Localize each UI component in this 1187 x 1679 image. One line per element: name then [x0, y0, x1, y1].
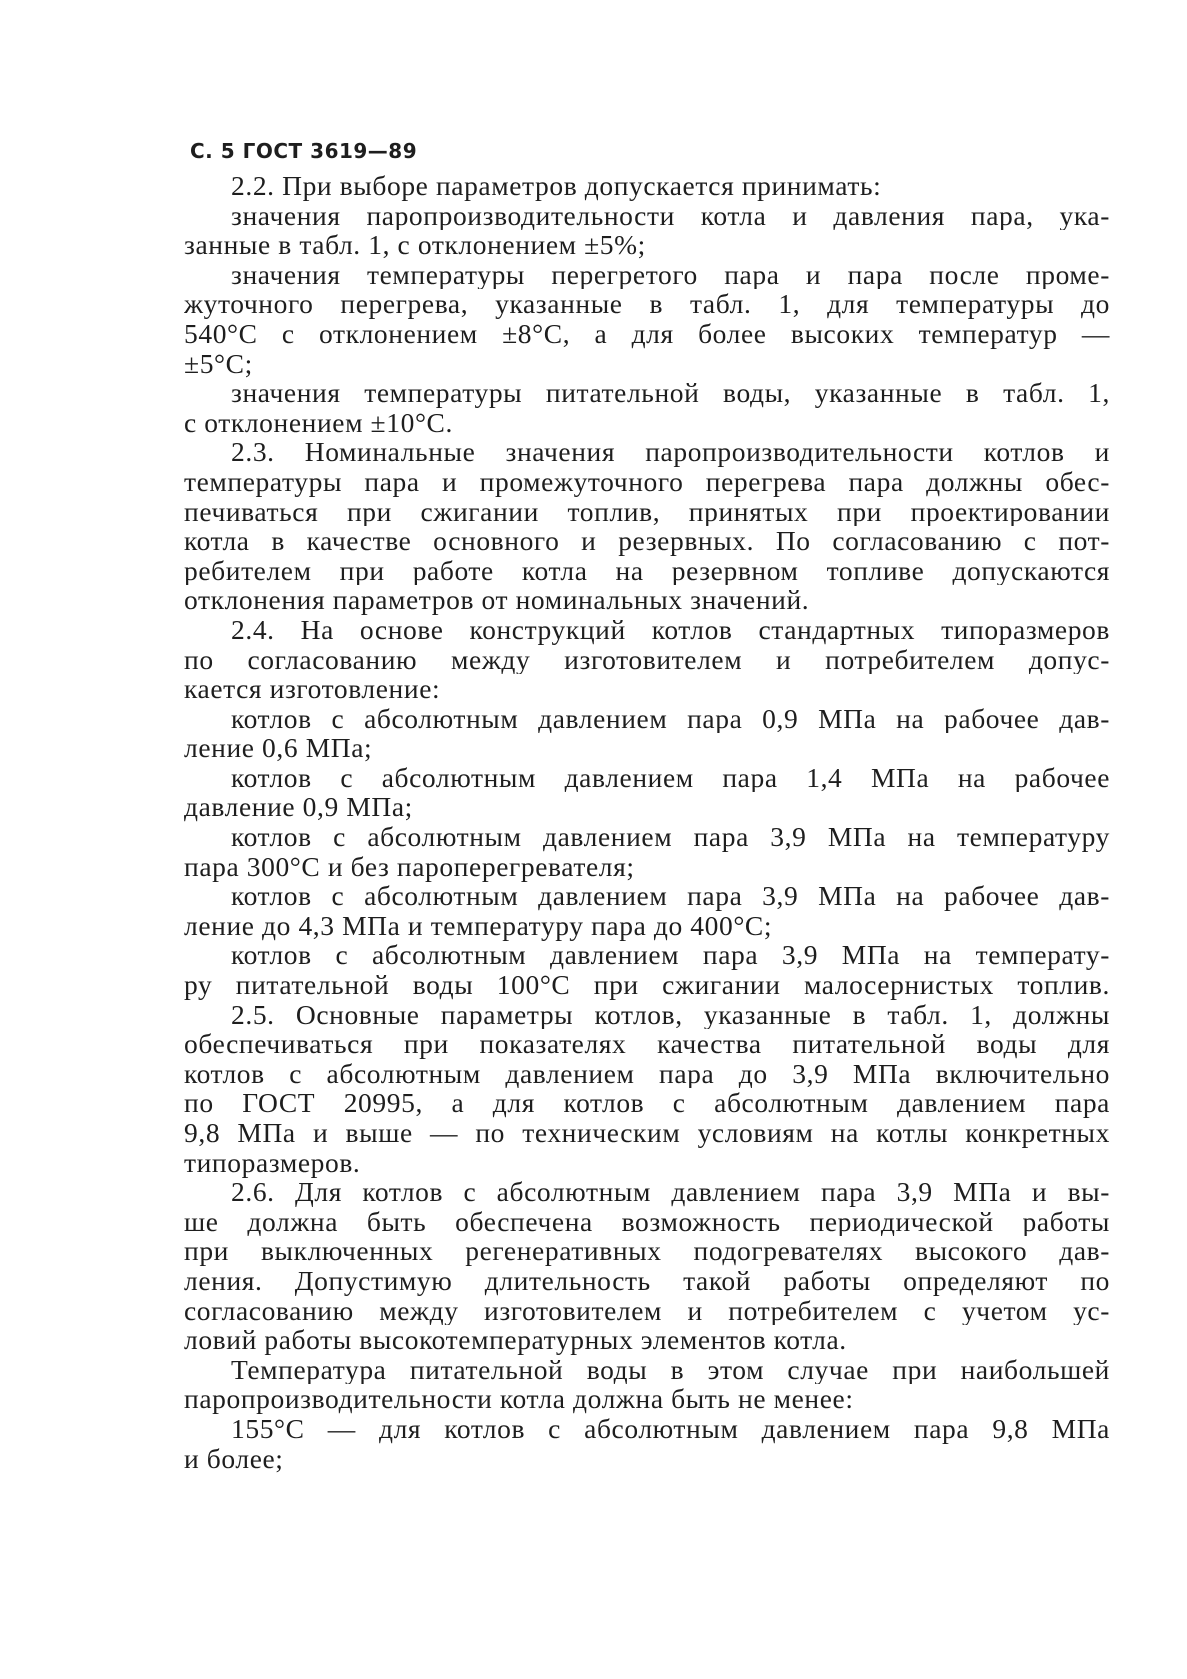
text-line: Температура питательной воды в этом случае при наибольшей — [231, 1354, 1110, 1385]
text-line: значения температуры питательной воды, указанные в табл. 1, — [231, 378, 1110, 408]
text-line: 2.3. Номинальные значения паропроизводительности котлов и — [231, 437, 1110, 467]
text-line: ше должна быть обеспечена возможность периодической работы — [184, 1206, 1110, 1237]
text-line: согласованию между изготовителем и потребителем с учетом ус- — [184, 1295, 1110, 1326]
text-line: давление 0,9 МПа; — [184, 791, 413, 823]
text-line: паропроизводительности котла должна быть не менее: — [184, 1383, 854, 1415]
text-line: значения паропроизводительности котла и давления пара, ука- — [231, 200, 1110, 231]
text-line: 2.4. На основе конструкций котлов стандартных типоразмеров — [231, 614, 1110, 645]
text-line: температуры пара и промежуточного перегрева пара должны обес- — [184, 466, 1110, 497]
text-line: печиваться при сжигании топлив, принятых при проектировании — [184, 496, 1110, 527]
text-line: обеспечиваться при показателях качества питательной воды для — [184, 1029, 1110, 1059]
text-line: ления. Допустимую длительность такой работы определяют по — [184, 1265, 1110, 1296]
text-line: жуточного перегрева, указанные в табл. 1, для температуры до — [184, 289, 1110, 319]
text-line: значения температуры перегретого пара и пара после проме- — [231, 259, 1110, 290]
text-line: 9,8 МПа и выше — по техническим условиям на котлы конкретных — [184, 1118, 1110, 1148]
text-line: котлов с абсолютным давлением пара 1,4 МПа на рабочее — [231, 762, 1110, 793]
text-line: ление 0,6 МПа; — [184, 732, 373, 764]
text-line: 2.5. Основные параметры котлов, указанные в табл. 1, должны — [231, 999, 1110, 1030]
text-line: котлов с абсолютным давлением пара 3,9 МПа на рабочее дав- — [231, 881, 1110, 911]
text-line: по согласованию между изготовителем и потребителем допус- — [184, 644, 1110, 675]
text-line: 155°C — для котлов с абсолютным давлением пара 9,8 МПа — [231, 1413, 1110, 1444]
text-line: типоразмеров. — [184, 1146, 361, 1178]
text-line: котлов с абсолютным давлением пара 3,9 МПа на температуру — [231, 822, 1110, 852]
text-line: ±5°C; — [184, 347, 253, 379]
text-line: с отклонением ±10°C. — [184, 406, 453, 438]
text-line: котлов с абсолютным давлением пара 0,9 МПа на рабочее дав- — [231, 703, 1110, 734]
text-line: ловий работы высокотемпературных элементов котла. — [184, 1324, 847, 1356]
body-text — [184, 171, 1110, 1473]
text-line: 540°C с отклонением ±8°C, а для более высоких температур — — [184, 318, 1110, 349]
text-line: отклонения параметров от номинальных значений. — [184, 584, 810, 616]
text-line: котлов с абсолютным давлением пара 3,9 МПа на температу- — [231, 940, 1110, 971]
text-line: при выключенных регенеративных подогревателях высокого дав- — [184, 1236, 1110, 1266]
page-header: С. 5 ГОСТ 3619—89 — [190, 139, 418, 163]
text-line: ление до 4,3 МПа и температуру пара до 400°C; — [184, 909, 773, 941]
text-line: кается изготовление: — [184, 673, 441, 705]
text-line: котлов с абсолютным давлением пара до 3,9 МПа включительно — [184, 1058, 1110, 1089]
text-line: котла в качестве основного и резервных. По согласованию с пот- — [184, 526, 1110, 556]
text-line: 2.6. Для котлов с абсолютным давлением пара 3,9 МПа и вы- — [231, 1177, 1110, 1207]
text-line: ребителем при работе котла на резервном топливе допускаются — [184, 555, 1110, 586]
text-line: занные в табл. 1, с отклонением ±5%; — [184, 229, 646, 261]
text-line: ру питательной воды 100°C при сжигании малосернистых топлив. — [184, 970, 1110, 1000]
text-line: 2.2. При выборе параметров допускается принимать: — [231, 170, 882, 201]
text-line: пара 300°C и без пароперегревателя; — [184, 850, 635, 882]
text-line: по ГОСТ 20995, а для котлов с абсолютным давлением пара — [184, 1088, 1110, 1118]
text-line: и более; — [184, 1442, 284, 1474]
